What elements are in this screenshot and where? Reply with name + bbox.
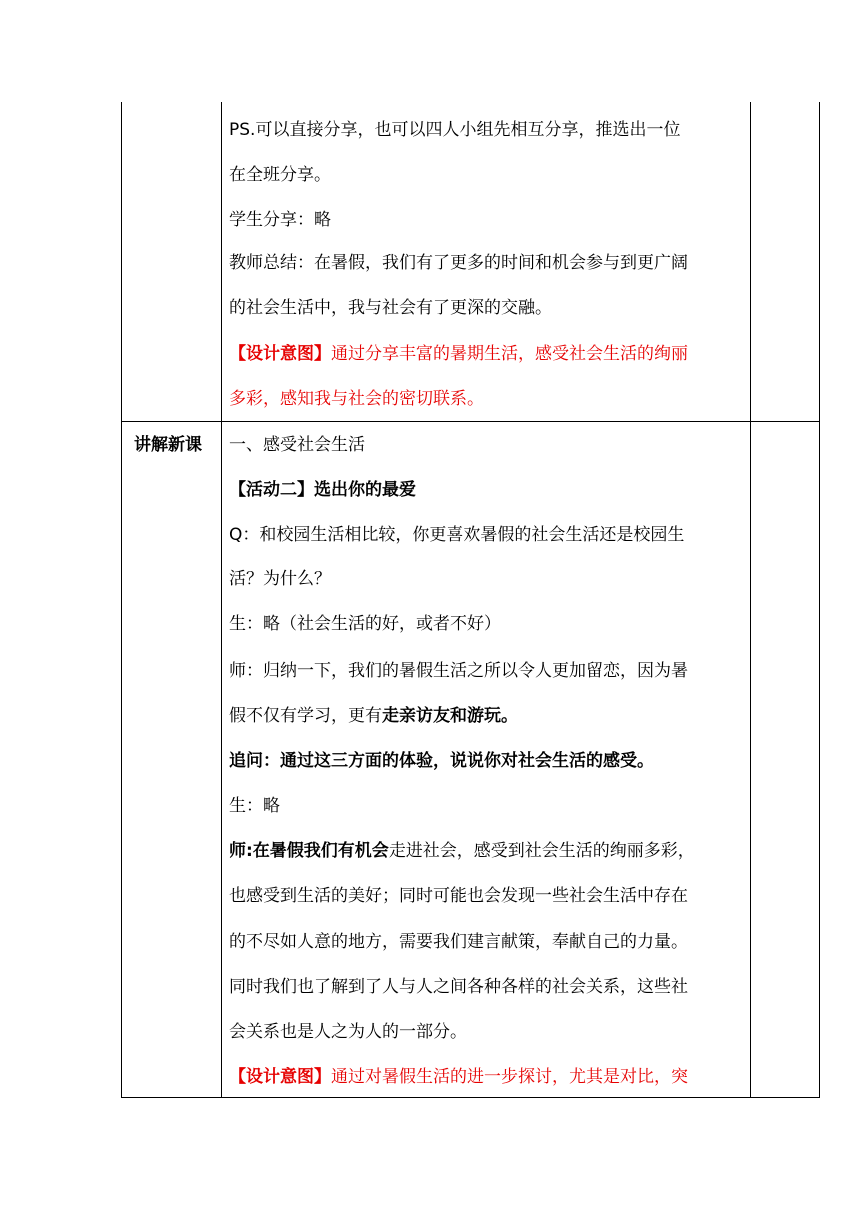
text-run: 通过对暑假生活的进一步探讨，尤其是对比，突 xyxy=(331,1067,688,1087)
text-run: 假不仅有学习，更有 xyxy=(229,706,382,726)
text-run: 同时我们也了解到了人与人之间各种各样的社会关系，这些社 xyxy=(229,977,688,997)
row1-line-5 xyxy=(229,298,552,318)
row-divider xyxy=(121,421,820,422)
table-border-right xyxy=(819,102,820,1098)
text-run: 会关系也是人之为人的一部分。 xyxy=(229,1022,467,1042)
row2-line-4 xyxy=(229,569,331,589)
text-run: 学生分享：略 xyxy=(229,210,331,230)
table-border-bottom xyxy=(121,1097,820,1098)
text-run: 也感受到生活的美好；同时可能也会发现一些社会生活中存在 xyxy=(229,886,688,906)
text-run: 通过分享丰富的暑期生活，感受社会生活的绚丽 xyxy=(331,344,688,364)
row2-line-14 xyxy=(229,1022,467,1042)
text-run: 追问：通过这三方面的体验，说说你对社会生活的感受。 xyxy=(229,751,654,771)
row1-line-1 xyxy=(229,120,680,140)
text-run: 生：略（社会生活的好，或者不好） xyxy=(229,614,501,634)
row1-line-2 xyxy=(229,165,331,185)
row2-line-1 xyxy=(229,435,365,455)
text-run: 师:在暑假我们有机会 xyxy=(229,841,389,861)
table-divider-notes xyxy=(750,102,751,1098)
row2-line-12 xyxy=(229,932,688,952)
text-run: 在全班分享。 xyxy=(229,165,331,185)
text-run: 的社会生活中，我与社会有了更深的交融。 xyxy=(229,298,552,318)
text-run: 走亲访友和游玩。 xyxy=(382,706,518,726)
row2-line-5 xyxy=(229,614,501,634)
text-run: 教师总结：在暑假，我们有了更多的时间和机会参与到更广阔 xyxy=(229,253,688,273)
row2-followup-question xyxy=(229,751,654,771)
row2-design-intent xyxy=(229,1067,688,1087)
text-run: 多彩，感知我与社会的密切联系。 xyxy=(229,389,484,409)
row1-line-3 xyxy=(229,210,331,230)
text-run: 走进社会，感受到社会生活的绚丽多彩， xyxy=(388,841,695,861)
row2-line-10 xyxy=(229,841,695,861)
row2-line-3 xyxy=(229,525,684,545)
table-border-left xyxy=(121,102,122,1098)
row2-line-7 xyxy=(229,706,518,726)
text-run: 的不尽如人意的地方，需要我们建言献策，奉献自己的力量。 xyxy=(229,932,688,952)
text-run: 一、感受社会生活 xyxy=(229,435,365,455)
row2-line-6 xyxy=(229,661,688,681)
text-run: 【活动二】选出你的最爱 xyxy=(229,480,416,500)
row1-line-4 xyxy=(229,253,688,273)
text-run: 【设计意图】 xyxy=(229,344,331,364)
text-run: Q：和校园生活相比较，你更喜欢暑假的社会生活还是校园生 xyxy=(229,525,685,545)
text-run: 【设计意图】 xyxy=(229,1067,331,1087)
row2-line-9 xyxy=(229,796,280,816)
row2-line-13 xyxy=(229,977,688,997)
table-divider-label xyxy=(221,102,222,1098)
row2-activity-title xyxy=(229,480,416,500)
row1-design-intent-cont xyxy=(229,389,484,409)
text-run: 师：归纳一下，我们的暑假生活之所以令人更加留恋，因为暑 xyxy=(229,661,688,681)
row2-line-11 xyxy=(229,886,688,906)
row2-label: 讲解新课 xyxy=(134,435,202,455)
text-run: 活？为什么？ xyxy=(229,569,331,589)
text-run: 生：略 xyxy=(229,796,280,816)
text-run: PS.可以直接分享，也可以四人小组先相互分享，推选出一位 xyxy=(229,120,681,140)
row1-design-intent xyxy=(229,344,688,364)
